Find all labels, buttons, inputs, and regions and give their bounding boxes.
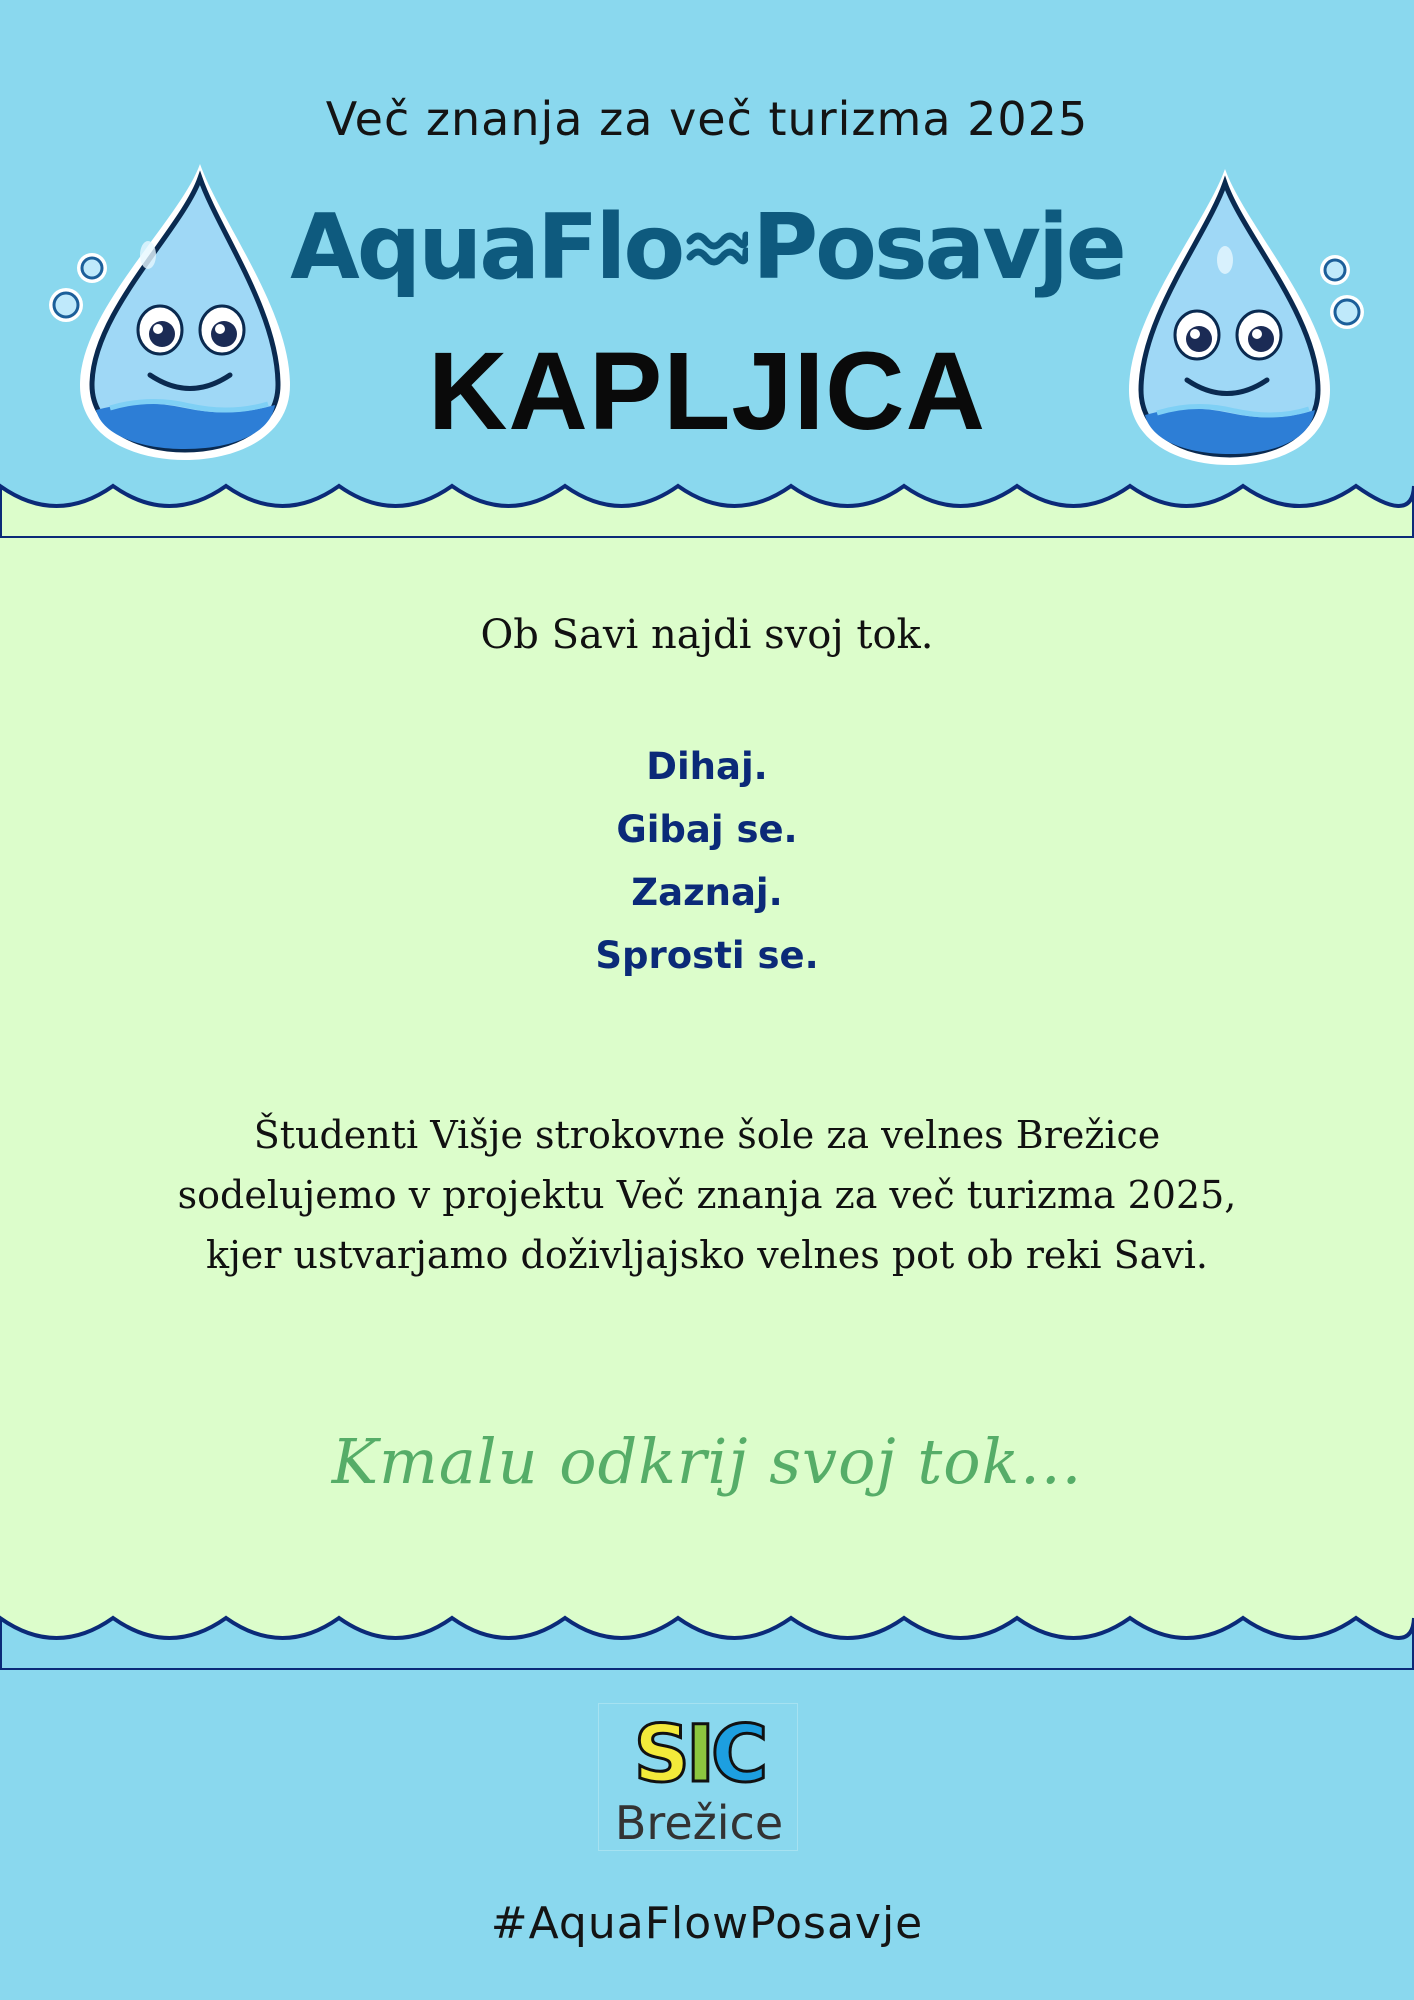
action-sense: Zaznaj. — [631, 871, 783, 914]
wave-divider-bottom — [0, 1610, 1414, 1670]
water-drop-mascot-icon — [30, 160, 290, 490]
water-drop-mascot-icon — [1125, 165, 1385, 495]
logo-letter-c: C — [710, 1710, 765, 1800]
brand-right: Posavje — [752, 195, 1124, 300]
tagline: Ob Savi najdi svoj tok. — [480, 612, 934, 658]
wave-icon — [686, 223, 748, 271]
sic-brezice-logo — [598, 1703, 798, 1851]
project-kicker: Več znanja za več turizma 2025 — [325, 92, 1089, 146]
teaser-script: Kmalu odkrij svoj tok... — [331, 1425, 1083, 1498]
page-title: KAPLJICA — [427, 330, 987, 453]
description-line: kjer ustvarjamo doživljajsko velnes pot ob reki Savi. — [206, 1233, 1208, 1277]
action-relax: Sprosti se. — [595, 934, 819, 977]
action-list — [0, 735, 1414, 987]
logo-letter-i: I — [685, 1710, 711, 1800]
logo-town: Brežice — [614, 1796, 784, 1850]
project-description — [0, 1105, 1414, 1285]
description-line: Študenti Višje strokovne šole za velnes Brežice — [253, 1113, 1161, 1157]
action-breathe: Dihaj. — [646, 745, 768, 788]
description-line: sodelujemo v projektu Več znanja za več turizma 2025, — [177, 1173, 1237, 1217]
logo-letter-s: S — [633, 1710, 686, 1800]
brand-left: AquaFlo — [290, 195, 683, 300]
action-move: Gibaj se. — [616, 808, 798, 851]
hashtag: #AquaFlowPosavje — [490, 1898, 924, 1949]
logo-letters — [599, 1710, 799, 1800]
